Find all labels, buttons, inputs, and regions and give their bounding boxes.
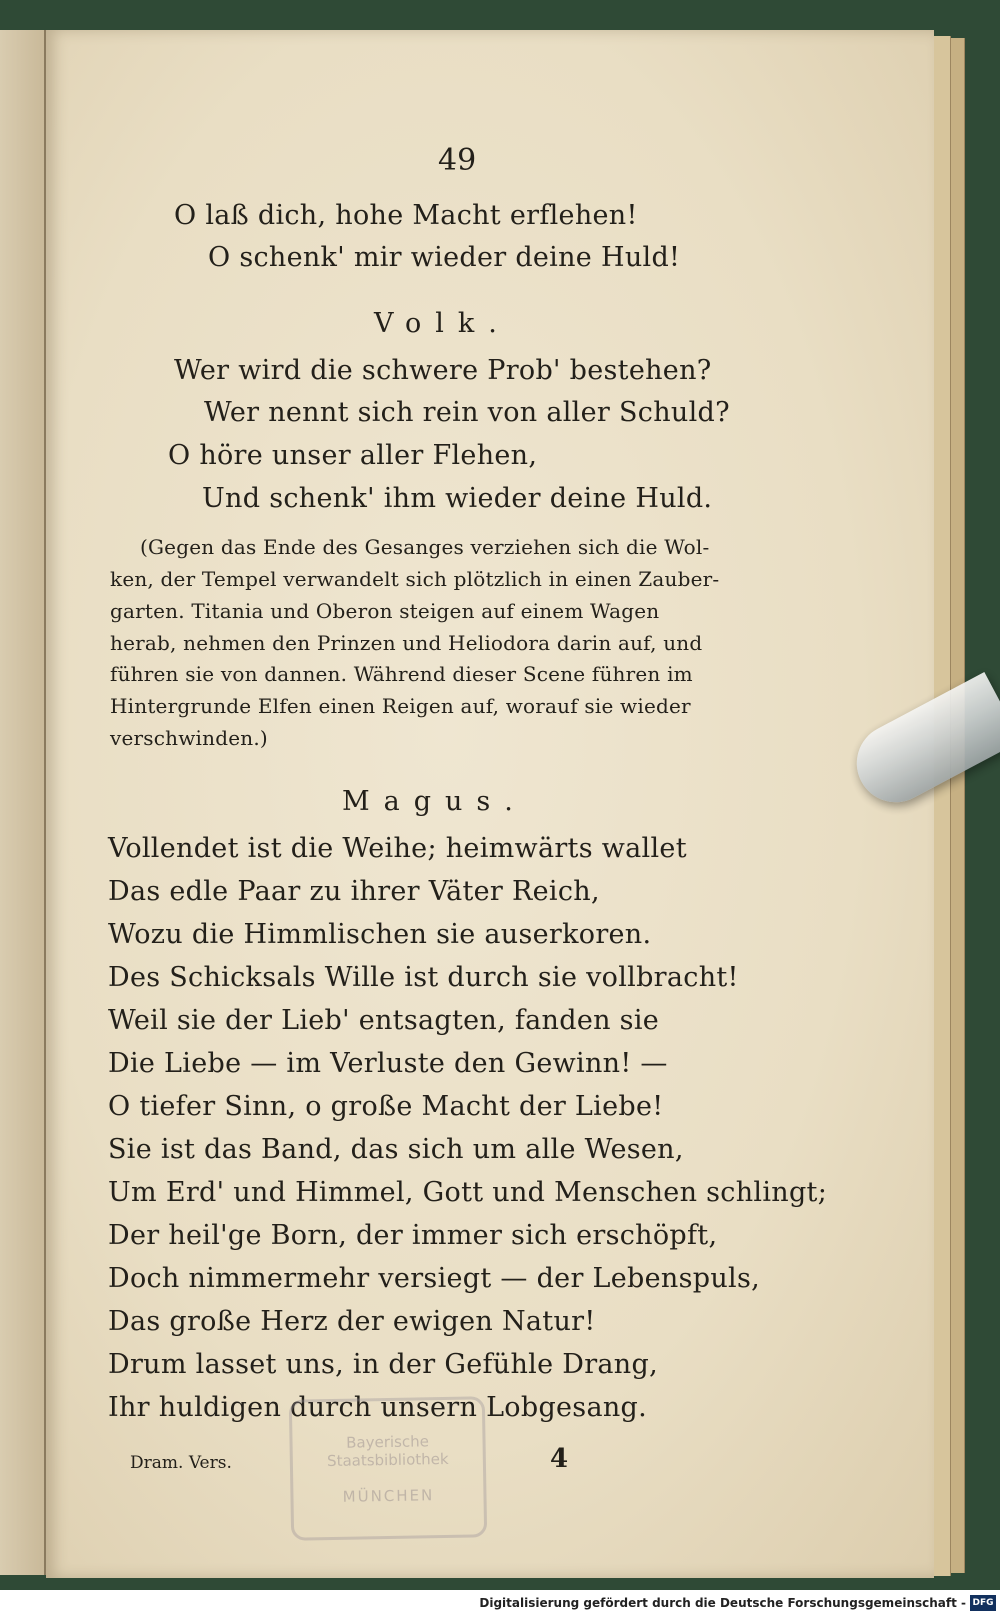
verse-line: Und schenk' ihm wieder deine Huld. <box>202 483 713 514</box>
page-number: 49 <box>438 143 477 178</box>
verse-line: Das große Herz der ewigen Natur! <box>108 1306 596 1337</box>
verse-line: Sie ist das Band, das sich um alle Wesen, <box>108 1134 684 1165</box>
verse-line: Ihr huldigen durch unsern Lobgesang. <box>108 1392 648 1423</box>
funding-credit: Digitalisierung gefördert durch die Deutsche Forschungsgemeinschaft - <box>479 1596 966 1610</box>
verse-line: Die Liebe — im Verluste den Gewinn! — <box>108 1048 668 1079</box>
stage-direction-line: Hintergrunde Elfen einen Reigen auf, worauf sie wieder <box>110 694 691 718</box>
library-stamp <box>289 1396 487 1540</box>
speaker-name: Magus. <box>342 786 527 817</box>
verse-line: Wer wird die schwere Prob' bestehen? <box>174 355 712 386</box>
footer-title: Dram. Vers. <box>130 1453 232 1473</box>
verse-line: O höre unser aller Flehen, <box>168 440 538 471</box>
stamp-line: MÜNCHEN <box>342 1485 435 1506</box>
verse-line: Drum lasset uns, in der Gefühle Drang, <box>108 1349 658 1380</box>
credit-bar <box>0 1590 1000 1621</box>
stage-direction-line: herab, nehmen den Prinzen und Heliodora darin auf, und <box>110 631 703 655</box>
stamp-line: Staatsbibliothek <box>326 1449 449 1470</box>
verse-line: Das edle Paar zu ihrer Väter Reich, <box>108 876 600 907</box>
speaker-name: Volk. <box>374 308 511 339</box>
stamp-line: Bayerische <box>346 1431 430 1452</box>
stage-direction-line: verschwinden.) <box>110 726 268 750</box>
dfg-logo: DFG <box>970 1595 996 1611</box>
verse-line: Der heil'ge Born, der immer sich erschöpft, <box>108 1220 718 1251</box>
verse-line: Vollendet ist die Weihe; heimwärts wallet <box>108 833 687 864</box>
verse-line: Weil sie der Lieb' entsagten, fanden sie <box>108 1005 660 1036</box>
verse-line: Des Schicksals Wille ist durch sie vollbracht! <box>108 962 739 993</box>
previous-page-edge <box>0 30 46 1575</box>
stage-direction-line: ken, der Tempel verwandelt sich plötzlich in einen Zauber- <box>110 567 720 591</box>
verse-line: Wozu die Himmlischen sie auserkoren. <box>108 919 652 950</box>
verse-line: Doch nimmermehr versiegt — der Lebenspuls, <box>108 1263 760 1294</box>
verse-line: O laß dich, hohe Macht erflehen! <box>174 200 638 231</box>
verse-line: O tiefer Sinn, o große Macht der Liebe! <box>108 1091 664 1122</box>
stage-direction-line: (Gegen das Ende des Gesanges verziehen sich die Wol- <box>140 535 710 559</box>
signature-mark: 4 <box>550 1444 569 1474</box>
verse-line: O schenk' mir wieder deine Huld! <box>208 242 681 273</box>
stage-direction-line: führen sie von dannen. Während dieser Scene führen im <box>110 662 693 686</box>
book-page <box>46 30 934 1578</box>
verse-line: Wer nennt sich rein von aller Schuld? <box>204 397 730 428</box>
verse-line: Um Erd' und Himmel, Gott und Menschen schlingt; <box>108 1177 828 1208</box>
stage-direction-line: garten. Titania und Oberon steigen auf einem Wagen <box>110 599 660 623</box>
